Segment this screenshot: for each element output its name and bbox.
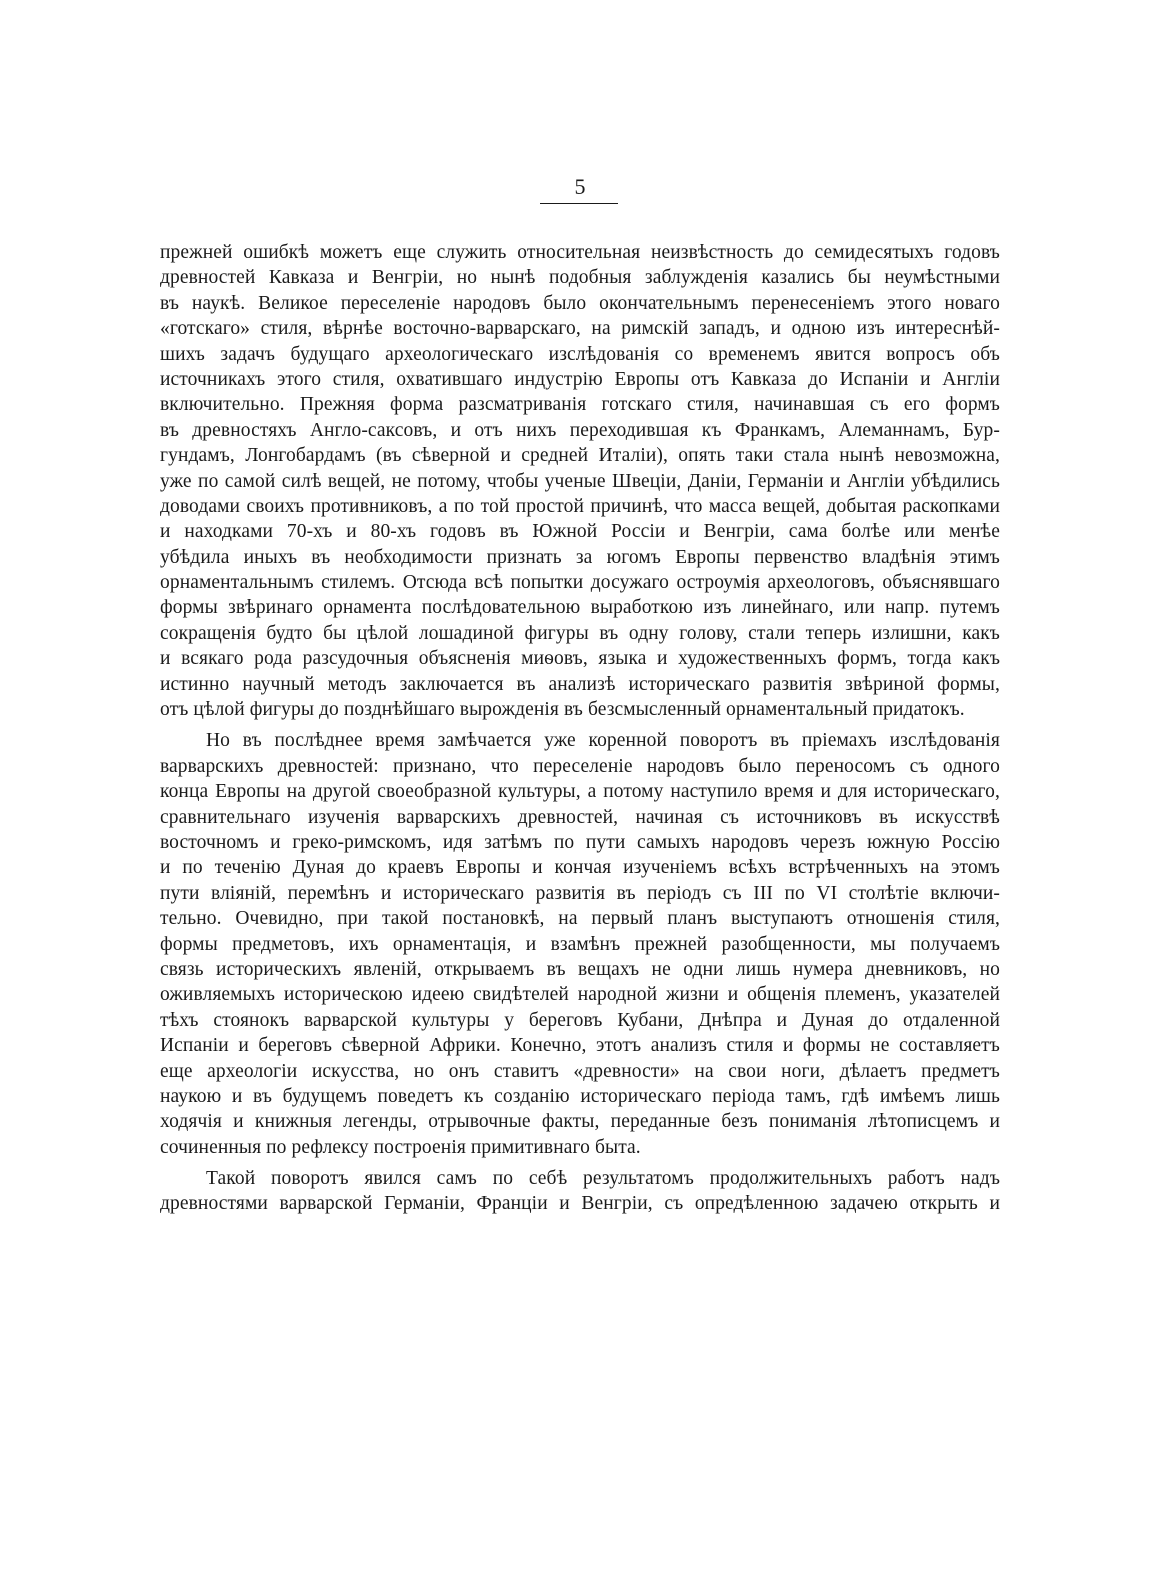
text-line: истинно научный методъ заключается въ анализѣ историческаго развитія звѣриной формы, — [160, 673, 1000, 695]
text-line: и по теченію Дуная до краевъ Европы и кончая изученіемъ всѣхъ встрѣченныхъ на этомъ — [160, 857, 1000, 879]
text-line: Испаніи и береговъ сѣверной Африки. Конечно, этотъ анализъ стиля и формы не составляетъ — [160, 1035, 1000, 1057]
text-line: Но въ послѣднее время замѣчается уже коренной поворотъ въ пріемахъ изслѣдованія — [206, 730, 1000, 752]
text-line: древностей Кавказа и Венгріи, но нынѣ подобныя заблужденія казались бы неумѣстными — [160, 267, 1000, 289]
text-line: связь историческихъ явленій, открываемъ въ вещахъ не одни лишь нумера дневниковъ, но — [160, 958, 1000, 980]
text-line: варварскихъ древностей: признано, что переселеніе народовъ было переносомъ съ одного — [160, 755, 1000, 777]
text-line: тѣхъ стоянокъ варварской культуры у береговъ Кубани, Днѣпра и Дуная до отдаленной — [160, 1009, 1000, 1031]
text-line: орнаментальнымъ стилемъ. Отсюда всѣ попытки досужаго остроумія археологовъ, объяснявшаго — [160, 572, 1000, 594]
text-line: и всякаго рода разсудочныя объясненія миѳовъ, языка и художественныхъ формъ, тогда какъ — [160, 648, 1000, 670]
text-line: включительно. Прежняя форма разсматриванія готскаго стиля, начинавшая съ его формъ — [160, 394, 1000, 416]
text-line: еще археологіи искусства, но онъ ставитъ «древности» на свои ноги, дѣлаетъ предметъ — [160, 1060, 1000, 1082]
text-line: доводами своихъ противниковъ, а по той простой причинѣ, что масса вещей, добытая раскопками — [160, 495, 1000, 517]
text-line: прежней ошибкѣ можетъ еще служить относительная неизвѣстность до семидесятыхъ годовъ — [160, 242, 1000, 263]
text-line: конца Европы на другой своеобразной культуры, а потому наступило время и для историческаго, — [160, 781, 1000, 803]
text-line: въ наукѣ. Великое переселеніе народовъ было окончательнымъ перенесеніемъ этого новаго — [160, 292, 1000, 314]
text-line: гундамъ, Лонгобардамъ (въ сѣверной и средней Италіи), опять таки стала нынѣ невозможна, — [160, 445, 1000, 467]
text-line: шихъ задачъ будущаго археологическаго изслѣдованія со временемъ явится вопросъ объ — [160, 343, 1000, 365]
text-line: источникахъ этого стиля, охватившаго индустрію Европы отъ Кавказа до Испаніи и Англіи — [160, 368, 1000, 390]
text-line: оживляемыхъ историческою идеею свидѣтелей народной жизни и общенія племенъ, указателей — [160, 984, 1000, 1006]
text-line: «готскаго» стиля, вѣрнѣе восточно-варварскаго, на римскій западъ, и одною изъ интереснѣй- — [160, 318, 1000, 340]
page-number: 5 — [574, 174, 586, 199]
text-line: Такой поворотъ явился самъ по себѣ результатомъ продолжительныхъ работъ надъ — [206, 1168, 1000, 1190]
paragraph — [160, 240, 1000, 722]
paragraph — [160, 1166, 1000, 1217]
text-line: сокращенія будто бы цѣлой лошадиной фигуры въ одну голову, стали теперь излишни, какъ — [160, 622, 1000, 644]
text-line: тельно. Очевидно, при такой постановкѣ, на первый планъ выступаютъ отношенія стиля, — [160, 908, 1000, 930]
text-line: пути вліяній, перемѣнъ и историческаго развитія въ періодъ съ III по VI столѣтіе включи- — [160, 882, 1000, 904]
text-line: и находками 70-хъ и 80-хъ годовъ въ Южной Россіи и Венгріи, сама болѣе или менѣе — [160, 521, 1000, 543]
page-number-rule — [540, 203, 618, 204]
text-line: восточномъ и греко-римскомъ, идя затѣмъ по пути самыхъ народовъ черезъ южную Россію — [160, 831, 1000, 853]
text-line: ходячія и книжныя легенды, отрывочные факты, переданные безъ пониманія лѣтописцемъ и — [160, 1111, 1000, 1133]
text-line: древностями варварской Германіи, Франціи и Венгріи, съ опредѣленною задачею открыть и — [160, 1193, 1000, 1215]
text-line: сочиненныя по рефлексу построенія примитивнаго быта. — [160, 1136, 641, 1158]
body-text — [160, 240, 1000, 1217]
text-line: формы звѣринаго орнамента послѣдовательною выработкою изъ линейнаго, или напр. путемъ — [160, 597, 1000, 619]
text-line: сравнительнаго изученія варварскихъ древностей, начиная съ источниковъ въ искусствѣ — [160, 806, 1000, 828]
text-line: убѣдила иныхъ въ необходимости признать за югомъ Европы первенство владѣнія этимъ — [160, 546, 1000, 568]
paragraph — [160, 728, 1000, 1160]
text-line: наукою и въ будущемъ поведетъ къ созданію историческаго періода тамъ, гдѣ имѣемъ лишь — [160, 1085, 1000, 1107]
text-line: въ древностяхъ Англо-саксовъ, и отъ нихъ переходившая къ Франкамъ, Алеманнамъ, Бур- — [160, 419, 1000, 441]
text-line: отъ цѣлой фигуры до позднѣйшаго вырожденія въ безсмысленный орнаментальный придатокъ. — [160, 699, 965, 721]
text-line: формы предметовъ, ихъ орнаментація, и взамѣнъ прежней разобщенности, мы получаемъ — [160, 933, 1000, 955]
text-line: уже по самой силѣ вещей, не потому, чтобы ученые Швеціи, Даніи, Германіи и Англіи убѣдились — [160, 470, 1000, 492]
